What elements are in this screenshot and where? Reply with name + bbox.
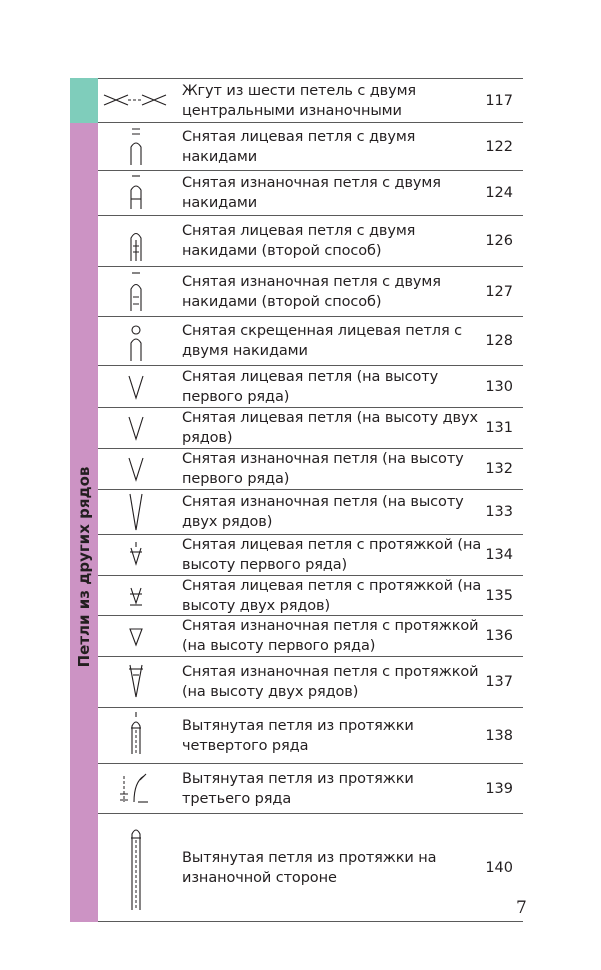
- cable-6-purl-center-icon: [98, 79, 174, 122]
- slip-purl-2yo-icon: [98, 171, 174, 215]
- pulled-loop-4th-row-icon: [98, 708, 174, 763]
- table-row: [98, 317, 523, 366]
- row-text: Вытянутая петля из протяжки на изнаночной стороне: [182, 849, 437, 886]
- table-row: [98, 78, 523, 123]
- table-row: [98, 814, 523, 922]
- row-text: Жгут из шести петель с двумя центральными изнаночными: [182, 82, 417, 119]
- row-text: Снятая изнаночная петля (на высоту первого ряда): [182, 451, 464, 487]
- slip-knit-2yo-v2-icon: [98, 216, 174, 266]
- table-row: [98, 267, 523, 317]
- slip-purl-strand-2rows-icon: [98, 657, 174, 707]
- row-page: 124: [485, 185, 513, 201]
- row-text: Снятая изнаночная петля с протяжкой (на высоту двух рядов): [182, 664, 479, 700]
- slip-knit-strand-2rows-icon: [98, 576, 174, 615]
- table-row: [98, 616, 523, 657]
- row-text: Вытянутая петля из протяжки третьего ряда: [182, 770, 414, 807]
- table-row: [98, 657, 523, 708]
- row-page: 127: [485, 283, 513, 300]
- table-row: [98, 449, 523, 490]
- table-row: [98, 216, 523, 267]
- row-page: 117: [485, 92, 513, 109]
- page-number: 7: [516, 898, 527, 918]
- row-text: Снятая изнаночная петля с двумя накидами (второй способ): [182, 273, 441, 310]
- row-page: 137: [485, 674, 513, 690]
- pulled-loop-3rd-row-icon: [98, 764, 174, 813]
- table-row: [98, 535, 523, 576]
- slip-purl-2yo-v2-icon: [98, 267, 174, 316]
- row-page: 134: [485, 547, 513, 563]
- row-text: Снятая лицевая петля с двумя накидами (второй способ): [182, 223, 416, 259]
- slip-knit-strand-1row-icon: [98, 535, 174, 575]
- row-page: 132: [485, 461, 513, 477]
- row-text: Снятая изнаночная петля (на высоту двух рядов): [182, 494, 464, 530]
- table-row: [98, 366, 523, 408]
- row-text: Снятая лицевая петля с протяжкой (на высоту двух рядов): [182, 577, 482, 614]
- row-text: Снятая лицевая петля с двумя накидами: [182, 128, 416, 165]
- row-page: 133: [485, 504, 513, 520]
- row-text: Снятая лицевая петля (на высоту двух рядов): [182, 410, 478, 446]
- table-row: [98, 764, 523, 814]
- slip-knit-1row-icon: [98, 366, 174, 407]
- row-page: 126: [485, 233, 513, 249]
- row-page: 131: [485, 420, 513, 436]
- section-band: [70, 123, 98, 922]
- row-text: Снятая лицевая петля (на высоту первого ряда): [182, 368, 439, 405]
- table-row: [98, 576, 523, 616]
- row-text: Снятая изнаночная петля с протяжкой (на высоту первого ряда): [182, 618, 479, 654]
- section-band-top: [70, 78, 98, 123]
- slip-purl-strand-1row-icon: [98, 616, 174, 656]
- row-page: 130: [485, 378, 513, 395]
- row-page: 139: [485, 780, 513, 797]
- row-page: 135: [485, 587, 513, 604]
- row-page: 140: [485, 859, 513, 876]
- table-row: [98, 708, 523, 764]
- table-row: [98, 123, 523, 171]
- table-row: [98, 490, 523, 535]
- row-page: 138: [485, 727, 513, 744]
- table-row: [98, 171, 523, 216]
- pulled-loop-wrong-side-icon: [98, 814, 174, 921]
- section-label: Петли из других рядов: [75, 466, 93, 668]
- row-text: Снятая изнаночная петля с двумя накидами: [182, 175, 441, 211]
- row-text: Вытянутая петля из протяжки четвертого ряда: [182, 717, 414, 754]
- row-text: Снятая скрещенная лицевая петля с двумя накидами: [182, 323, 462, 359]
- table-row: [98, 408, 523, 449]
- slip-purl-2rows-icon: [98, 490, 174, 534]
- row-text: Снятая лицевая петля с протяжкой (на высоту первого ряда): [182, 537, 482, 573]
- slip-crossed-knit-2yo-icon: [98, 317, 174, 365]
- slip-knit-2yo-icon: [98, 123, 174, 170]
- row-page: 122: [485, 138, 513, 155]
- slip-knit-2rows-icon: [98, 408, 174, 448]
- slip-purl-1row-icon: [98, 449, 174, 489]
- row-page: 128: [485, 333, 513, 349]
- row-page: 136: [485, 628, 513, 644]
